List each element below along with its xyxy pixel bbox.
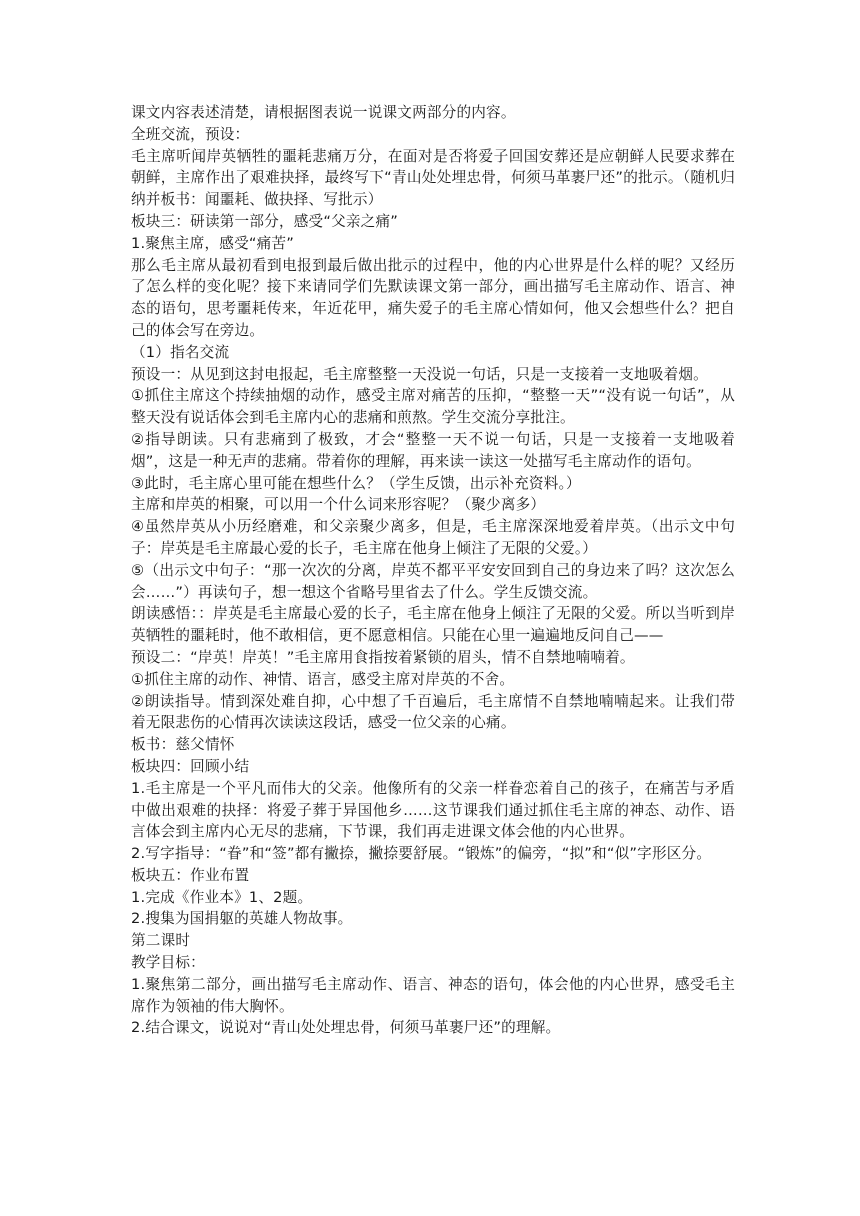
paragraph: 朗读感悟：：岸英是毛主席最心爱的长子，毛主席在他身上倾注了无限的父爱。所以当听到岸英牺牲的噩耗时，他不敢相信，更不愿意相信。只能在心里一遍遍地反问自己—— xyxy=(131,605,735,645)
paragraph: 预设二：“岸英！岸英！”毛主席用食指按着紧锁的眉头，情不自禁地喃喃着。 xyxy=(131,648,635,666)
paragraph: 全班交流，预设： xyxy=(131,125,250,143)
section-heading: 板块三：研读第一部分，感受“父亲之痛” xyxy=(131,212,399,230)
paragraph: ①抓住主席的动作、神情、语言，感受主席对岸英的不舍。 xyxy=(131,670,515,688)
paragraph: 1.完成《作业本》1、2题。 xyxy=(131,888,313,906)
paragraph: 2.结合课文，说说对“青山处处埋忠骨，何须马革裹尸还”的理解。 xyxy=(131,1019,561,1037)
paragraph: 1.聚焦第二部分，画出描写毛主席动作、语言、神态的语句，体会他的内心世界，感受毛主席作为领袖的伟大胸怀。 xyxy=(131,975,735,1015)
paragraph: 2.写字指导：“眷”和“签”都有撇捺，撇捺要舒展。“锻炼”的偏旁，“拟”和“似”字形区分。 xyxy=(131,845,712,863)
section-heading: 第二课时 xyxy=(131,932,191,950)
section-heading: 板块四：回顾小结 xyxy=(131,757,250,775)
paragraph: ④虽然岸英从小历经磨难，和父亲聚少离多，但是，毛主席深深地爱着岸英。（出示文中句子：岸英是毛主席最心爱的长子，毛主席在他身上倾注了无限的父爱。） xyxy=(131,518,735,557)
subheading: 教学目标： xyxy=(131,954,205,972)
paragraph: 2.搜集为国捐躯的英雄人物故事。 xyxy=(131,910,353,928)
paragraph: ⑤（出示文中句子：“那一次次的分离，岸英不都平平安安回到自己的身边来了吗？这次怎么会……”）再读句子，想一想这个省略号里省去了什么。学生反馈交流。 xyxy=(131,561,735,601)
subheading: 1.聚焦主席，感受“痛苦” xyxy=(131,234,294,252)
paragraph: ②指导朗读。只有悲痛到了极致，才会“整整一天不说一句话，只是一支接着一支地吸着烟”，这是一种无声的悲痛。带着你的理解，再来读一读这一处描写毛主席动作的语句。 xyxy=(131,430,735,470)
paragraph: 预设一：从见到这封电报起，毛主席整整一天没说一句话，只是一支接着一支地吸着烟。 xyxy=(131,365,708,383)
paragraph: 1.毛主席是一个平凡而伟大的父亲。他像所有的父亲一样眷恋着自己的孩子，在痛苦与矛盾中做出艰难的抉择：将爱子葬于异国他乡……这节课我们通过抓住毛主席的神态、动作、语言体会到主席内心无尽的悲痛，下节课，我们再走进课文体会他的内心世界。 xyxy=(131,779,735,841)
paragraph: 那么毛主席从最初看到电报到最后做出批示的过程中，他的内心世界是什么样的呢？又经历了怎么样的变化呢？接下来请同学们先默读课文第一部分，画出描写毛主席动作、语言、神态的语句，思考噩耗传来，年近花甲，痛失爱子的毛主席心情如何，他又会想些什么？把自己的体会写在旁边。 xyxy=(131,256,735,339)
paragraph: 板书：慈父情怀 xyxy=(131,736,235,754)
section-heading: 板块五：作业布置 xyxy=(131,866,250,884)
paragraph: 毛主席听闻岸英牺牲的噩耗悲痛万分，在面对是否将爱子回国安葬还是应朝鲜人民要求葬在朝鲜，主席作出了艰难抉择，最终写下“青山处处埋忠骨，何须马革裹尸还”的批示。（随机归纳并板书：闻噩耗、做抉择、写批示） xyxy=(131,147,735,209)
paragraph: ①抓住主席这个持续抽烟的动作，感受主席对痛苦的压抑，“整整一天”“没有说一句话”，从整天没有说话体会到毛主席内心的悲痛和煎熬。学生交流分享批注。 xyxy=(131,387,735,427)
paragraph: 主席和岸英的相聚，可以用一个什么词来形容呢？（聚少离多） xyxy=(131,496,546,514)
paragraph: （1）指名交流 xyxy=(131,343,230,361)
paragraph: 课文内容表述清楚，请根据图表说一说课文两部分的内容。 xyxy=(131,104,516,121)
paragraph: ②朗读指导。情到深处难自抑，心中想了千百遍后，毛主席情不自禁地喃喃起来。让我们带着无限悲伤的心情再次读读这段话，感受一位父亲的心痛。 xyxy=(131,692,735,732)
document-page xyxy=(131,102,735,1039)
paragraph: ③此时，毛主席心里可能在想些什么？（学生反馈，出示补充资料。） xyxy=(131,474,581,492)
